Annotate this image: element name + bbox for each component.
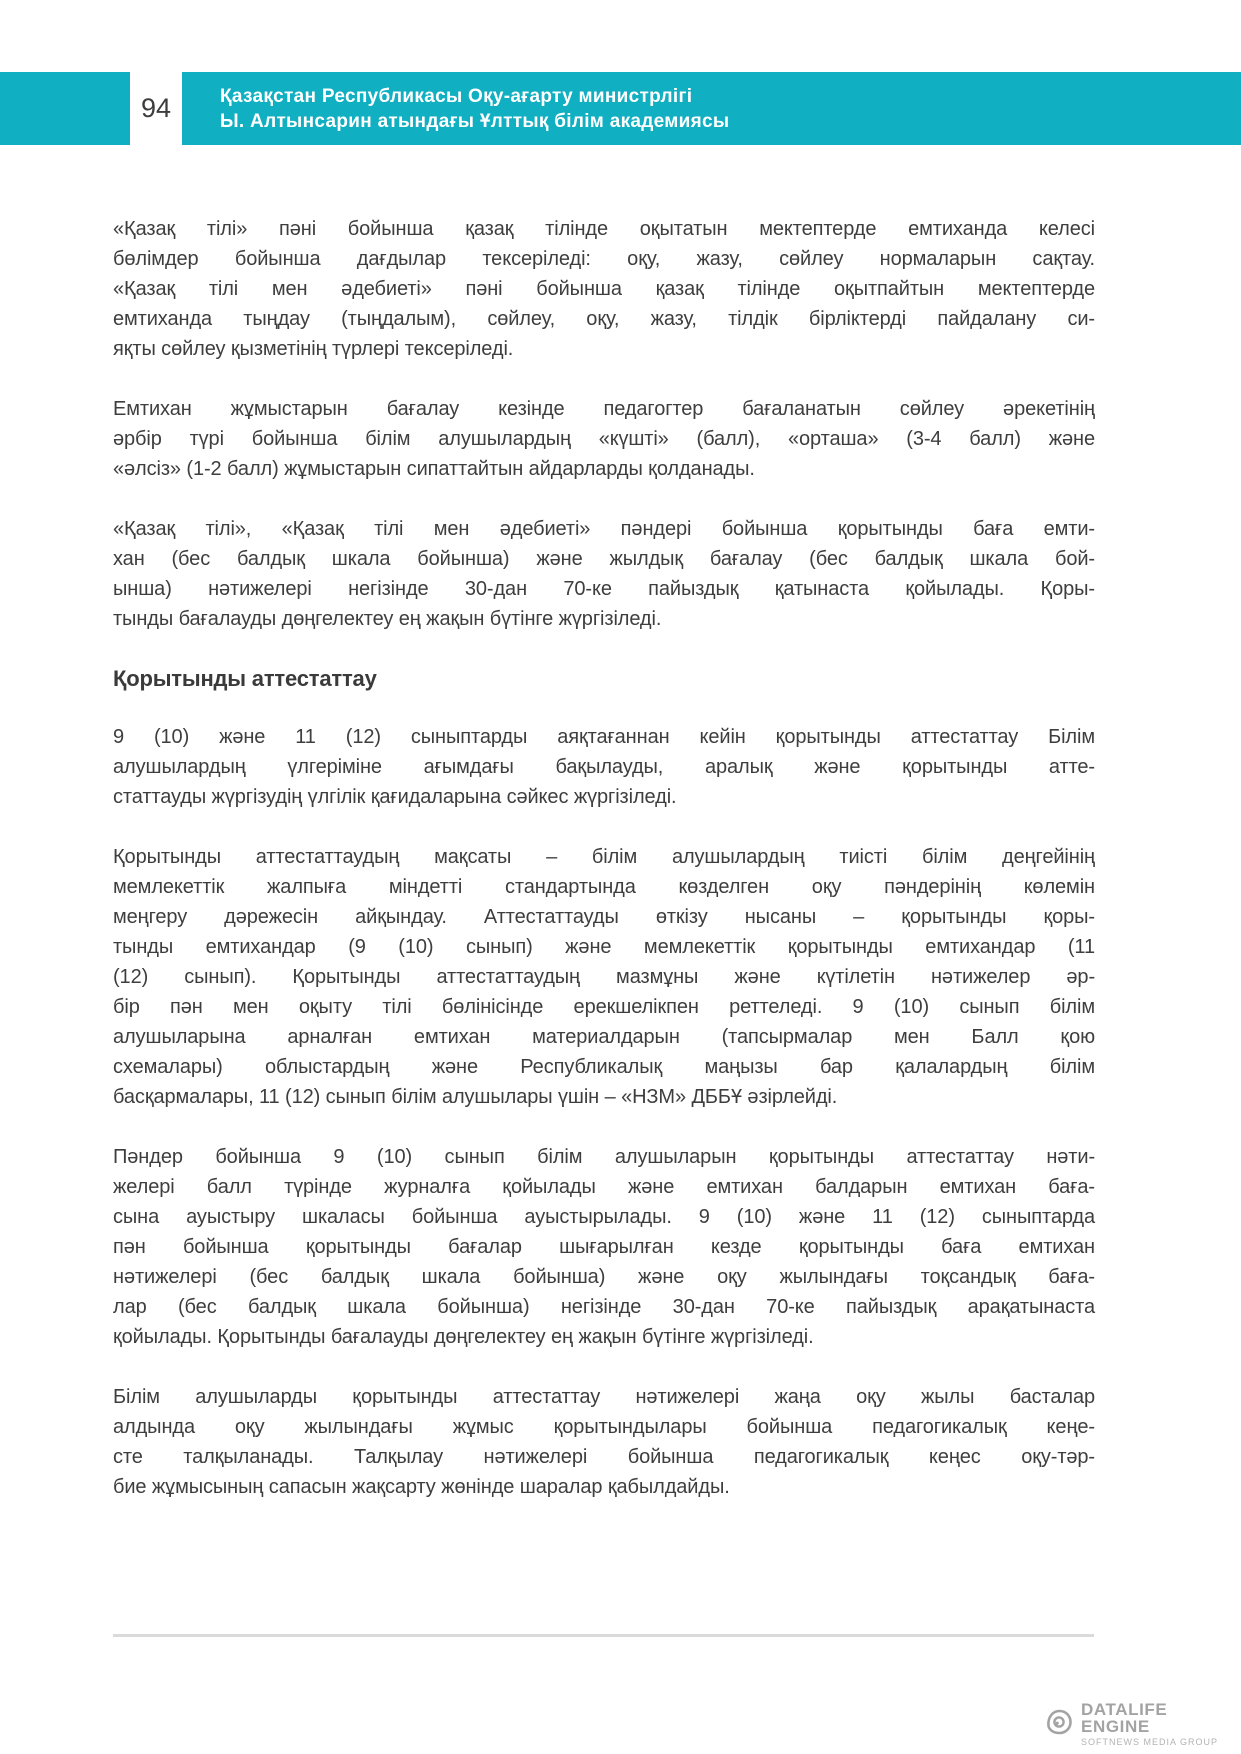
text-line: қойылады. Қорытынды бағалауды дөңгелектеу ең жақын бүтінге жүргізіледі. bbox=[113, 1326, 814, 1348]
text-line: Емтихан жұмыстарын бағалау кезінде педагогтер бағаланатын сөйлеу әрекетінің bbox=[113, 398, 1095, 420]
paragraph-2 bbox=[113, 394, 1095, 484]
text-line: әрбір түрі бойынша білім алушылардың «күшті» (балл), «орташа» (3-4 балл) және bbox=[113, 428, 1095, 450]
datalife-engine-watermark bbox=[1044, 1701, 1241, 1748]
text-line: алушылардың үлгеріміне ағымдағы бақылауды, аралық және қорытынды атте- bbox=[113, 756, 1095, 778]
text-line: «Қазақ тілі» пәні бойынша қазақ тілінде оқытатын мектептерде емтиханда келесі bbox=[113, 218, 1095, 240]
text-line: желері балл түрінде журналға қойылады және емтихан балдарын емтихан баға- bbox=[113, 1176, 1095, 1198]
paragraph-3 bbox=[113, 514, 1095, 634]
text-line: ынша) нәтижелері негізінде 30-дан 70-ке пайыздық қатынаста қойылады. Қоры- bbox=[113, 578, 1095, 600]
text-line: яқты сөйлеу қызметінің түрлері тексеріледі. bbox=[113, 338, 514, 360]
text-line: тынды бағалауды дөңгелектеу ең жақын бүтінге жүргізіледі. bbox=[113, 608, 662, 630]
text-line: сте талқыланады. Талқылау нәтижелері бойынша педагогикалық кеңес оқу-тәр- bbox=[113, 1446, 1095, 1468]
text-line: пән бойынша қорытынды бағалар шығарылған кезде қорытынды баға емтихан bbox=[113, 1236, 1095, 1258]
footer-divider bbox=[113, 1634, 1094, 1637]
text-line: Қорытынды аттестаттаудың мақсаты – білім алушылардың тиісті білім деңгейінің bbox=[113, 846, 1095, 868]
document-body bbox=[113, 214, 1095, 1532]
text-line: Білім алушыларды қорытынды аттестаттау нәтижелері жаңа оқу жылы басталар bbox=[113, 1386, 1095, 1408]
text-line: нәтижелері (бес балдық шкала бойынша) және оқу жылындағы тоқсандық баға- bbox=[113, 1266, 1095, 1288]
text-line: алдында оқу жылындағы жұмыс қорытындылары бойынша педагогикалық кеңе- bbox=[113, 1416, 1095, 1438]
header-academy-line: Ы. Алтынсарин атындағы Ұлттық білім академиясы bbox=[220, 111, 730, 132]
text-line: бие жұмысының сапасын жақсарту жөнінде шаралар қабылдайды. bbox=[113, 1476, 730, 1498]
datalife-eye-icon bbox=[1044, 1707, 1074, 1742]
text-line: меңгеру дәрежесін айқындау. Аттестаттауды өткізу нысаны – қорытынды қоры- bbox=[113, 906, 1095, 928]
text-line: алушыларына арналған емтихан материалдарын (тапсырмалар мен Балл қою bbox=[113, 1026, 1095, 1048]
text-line: мемлекеттік жалпыға міндетті стандартында көзделген оқу пәндерінің көлемін bbox=[113, 876, 1095, 898]
text-line: лар (бес балдық шкала бойынша) негізінде 30-дан 70-ке пайыздық арақатынаста bbox=[113, 1296, 1095, 1318]
text-line: «әлсіз» (1-2 балл) жұмыстарын сипаттайтын айдарларды қолданады. bbox=[113, 458, 755, 480]
paragraph-7 bbox=[113, 1382, 1095, 1502]
text-line: бөлімдер бойынша дағдылар тексеріледі: оқу, жазу, сөйлеу нормаларын сақтау. bbox=[113, 248, 1095, 270]
text-line: «Қазақ тілі», «Қазақ тілі мен әдебиеті» пәндері бойынша қорытынды баға емти- bbox=[113, 518, 1095, 540]
text-line: тынды емтихандар (9 (10) сынып) және мемлекеттік қорытынды емтихандар (11 bbox=[113, 936, 1095, 958]
text-line: схемалары) облыстардың және Республикалық маңызы бар қалалардың білім bbox=[113, 1056, 1095, 1078]
text-line: Пәндер бойынша 9 (10) сынып білім алушыларын қорытынды аттестаттау нәти- bbox=[113, 1146, 1095, 1168]
text-line: сына ауыстыру шкаласы бойынша ауыстырылады. 9 (10) және 11 (12) сыныптарда bbox=[113, 1206, 1095, 1228]
text-line: статтауды жүргізудің үлгілік қағидаларына сәйкес жүргізіледі. bbox=[113, 786, 677, 808]
section-heading: Қорытынды аттестаттау bbox=[113, 666, 377, 691]
watermark-subtitle: SOFTNEWS MEDIA GROUP bbox=[1081, 1737, 1219, 1747]
paragraph-1 bbox=[113, 214, 1095, 364]
text-line: «Қазақ тілі мен әдебиеті» пәні бойынша қазақ тілінде оқытпайтын мектептерде bbox=[113, 278, 1095, 300]
page-number: 94 bbox=[140, 93, 172, 123]
text-line: (12) сынып). Қорытынды аттестаттаудың мазмұны және күтілетін нәтижелер әр- bbox=[113, 966, 1095, 988]
text-line: басқармалары, 11 (12) сынып білім алушылары үшін – «НЗМ» ДББҰ әзірлейді. bbox=[113, 1086, 838, 1108]
text-line: бір пән мен оқыту тілі бөлінісінде ерекшелікпен реттеледі. 9 (10) сынып білім bbox=[113, 996, 1095, 1018]
paragraph-6 bbox=[113, 1142, 1095, 1352]
header-title-band bbox=[182, 72, 1241, 145]
text-line: хан (бес балдық шкала бойынша) және жылдық бағалау (бес балдық шкала бой- bbox=[113, 548, 1095, 570]
paragraph-5 bbox=[113, 842, 1095, 1112]
header-ministry-line: Қазақстан Республикасы Оқу-ағарту министрлігі bbox=[220, 86, 693, 107]
watermark-title: DATALIFE ENGINE bbox=[1081, 1700, 1168, 1736]
header-left-accent-bar bbox=[0, 72, 130, 145]
text-line: емтиханда тыңдау (тыңдалым), сөйлеу, оқу, жазу, тілдік бірліктерді пайдалану си- bbox=[113, 308, 1095, 330]
text-line: 9 (10) және 11 (12) сыныптарды аяқтағаннан кейін қорытынды аттестаттау Білім bbox=[113, 726, 1095, 748]
paragraph-4 bbox=[113, 722, 1095, 812]
watermark-text bbox=[1081, 1701, 1241, 1748]
